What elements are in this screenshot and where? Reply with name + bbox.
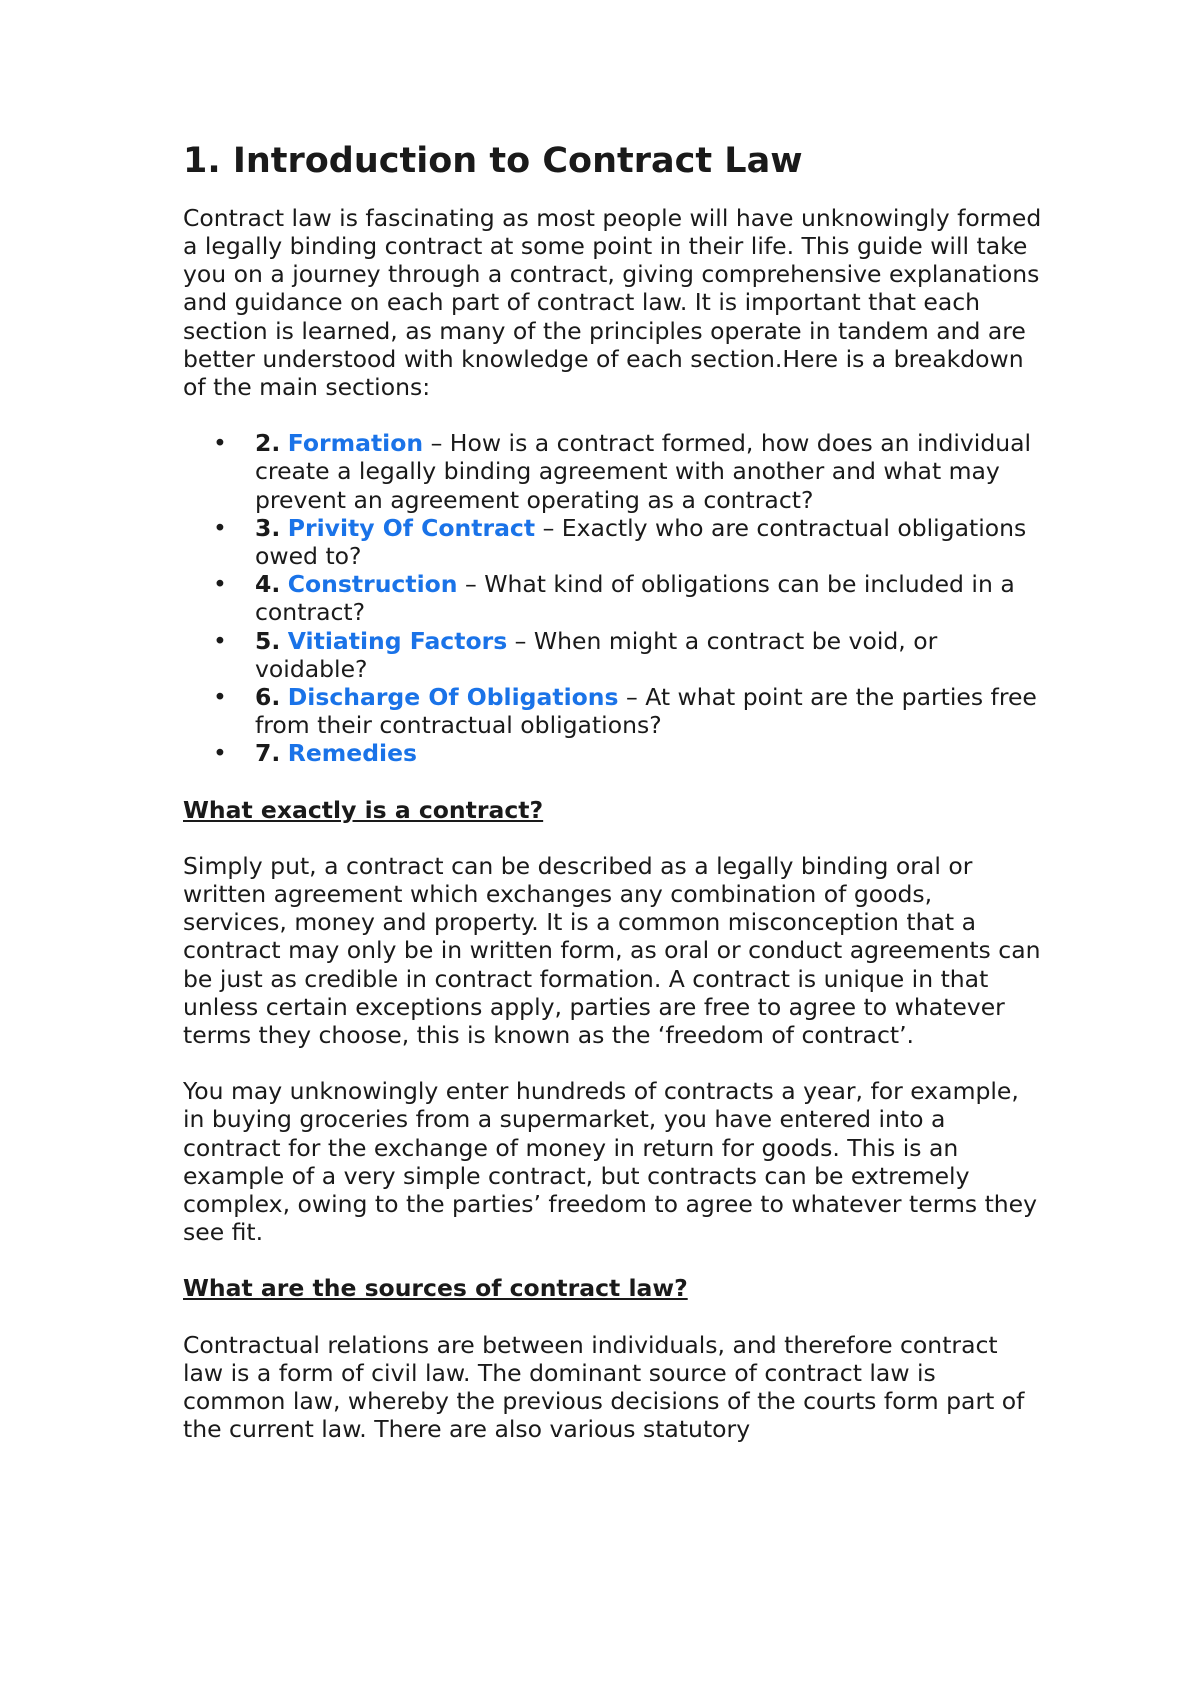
heading-what-is-contract: What exactly is a contract? [183, 795, 544, 824]
bullet-icon: • [213, 570, 227, 599]
list-item [213, 570, 1043, 627]
bullet-icon: • [213, 683, 227, 711]
contract-paragraph-1: Simply put, a contract can be described as a legally binding oral or written agreement which exchanges any combination of goods, services, money and property. It is a common misconception that a contract may only be in written form, as oral or conduct agreements can be just as credible in contract formation. A contract is unique in that unless certain exceptions apply, parties are free to agree to whatever terms they choose, this is known as the ‘freedom of contract’. [183, 851, 1041, 1050]
section-number: 2. [255, 429, 281, 458]
section-link-formation[interactable]: Formation [287, 429, 424, 458]
section-description: – At what point are the parties free from their contractual obligations? [255, 683, 1037, 740]
list-item [213, 429, 1043, 514]
section-number: 5. [255, 626, 281, 655]
section-link-privity-of-contract[interactable]: Privity Of Contract [287, 513, 536, 542]
document-page [183, 140, 1043, 1471]
section-number: 7. [255, 739, 281, 768]
section-number: 4. [255, 570, 281, 599]
contract-paragraph-2: You may unknowingly enter hundreds of contracts a year, for example, in buying groceries from a supermarket, you have entered into a contract for the exchange of money in return for goods. This is an example of a very simple contract, but contracts can be extremely complex, owing to the parties’ freedom to agree to whatever terms they see fit. [183, 1077, 1038, 1247]
heading-sources: What are the sources of contract law? [183, 1274, 688, 1303]
list-item [213, 739, 1043, 768]
bullet-icon: • [213, 429, 227, 458]
bullet-icon: • [213, 739, 227, 768]
section-link-remedies[interactable]: Remedies [287, 739, 418, 768]
document-title: 1. Introduction to Contract Law [183, 141, 803, 181]
section-description: – What kind of obligations can be included in a contract? [255, 570, 1015, 627]
intro-paragraph: Contract law is fascinating as most people will have unknowingly formed a legally binding contract at some point in their life. This guide will take you on a journey through a contract, giving comprehensive explanations and guidance on each part of contract law. It is important that each section is learned, as many of the principles operate in tandem and are better understood with knowledge of each section.Here is a breakdown of the main sections: [183, 203, 1042, 401]
section-link-construction[interactable]: Construction [287, 570, 458, 599]
section-link-discharge-of-obligations[interactable]: Discharge Of Obligations [287, 683, 619, 711]
sources-paragraph: Contractual relations are between individuals, and therefore contract law is a form of civil law. The dominant source of contract law is common law, whereby the previous decisions of the courts form part of the current law. There are also various statutory [183, 1330, 1025, 1444]
section-description: – Exactly who are contractual obligations owed to? [255, 513, 1027, 570]
section-link-vitiating-factors[interactable]: Vitiating Factors [287, 626, 508, 655]
list-item [213, 513, 1043, 570]
list-item [213, 683, 1043, 740]
list-item [213, 626, 1043, 683]
section-number: 3. [255, 513, 281, 542]
section-description: – How is a contract formed, how does an individual create a legally binding agreement with another and what may prevent an agreement operating as a contract? [255, 429, 1032, 514]
sections-list [183, 429, 1043, 767]
section-description: – When might a contract be void, or voidable? [255, 626, 938, 683]
section-number: 6. [255, 683, 281, 711]
bullet-icon: • [213, 513, 227, 542]
bullet-icon: • [213, 626, 227, 655]
